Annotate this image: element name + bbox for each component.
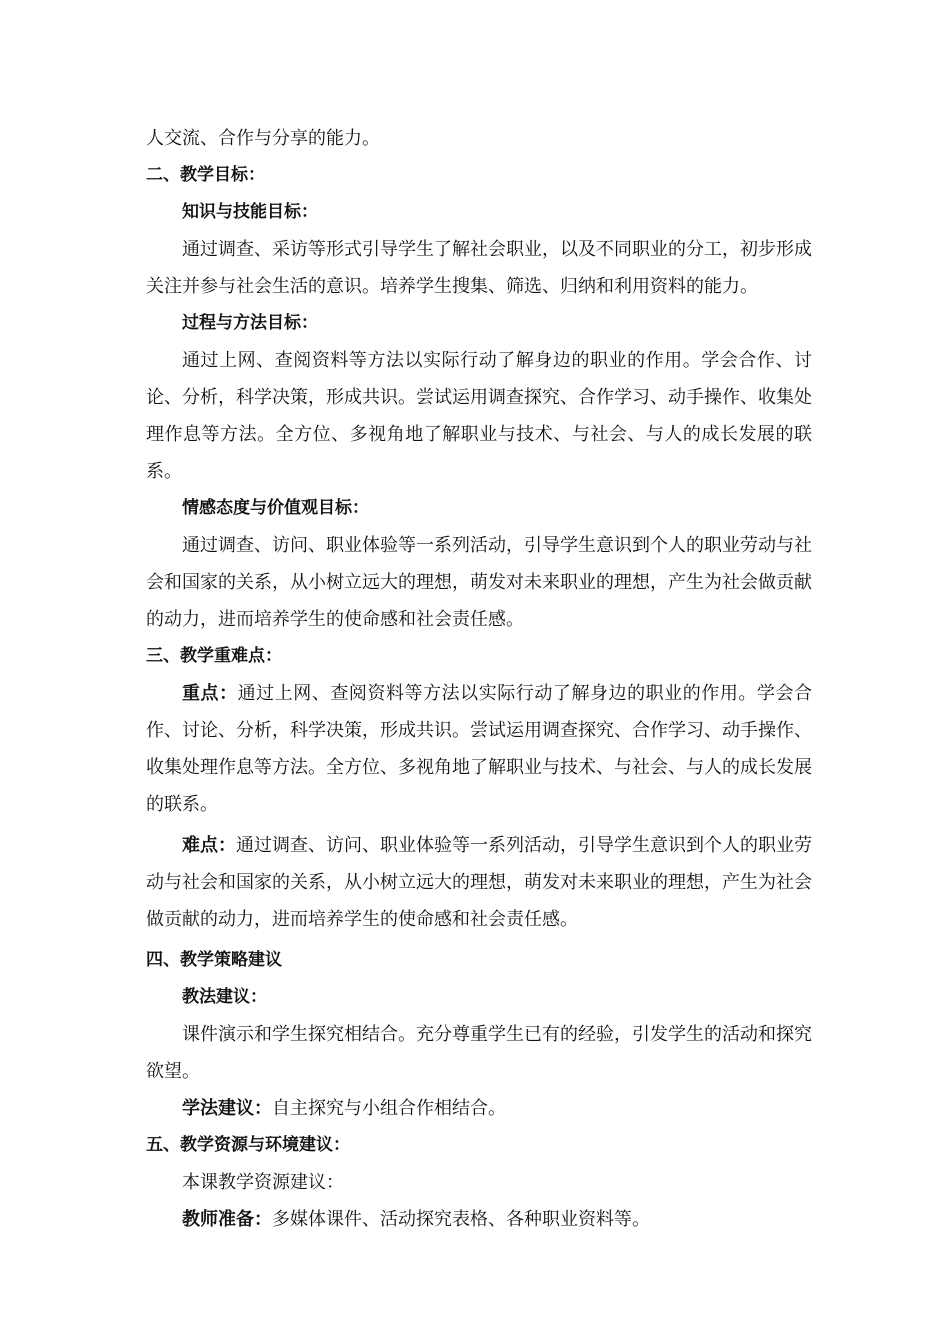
knowledge-goal-paragraph: 通过调查、采访等形式引导学生了解社会职业，以及不同职业的分工，初步形成关注并参与社会生活的意识。培养学生搜集、筛选、归纳和利用资料的能力。	[146, 239, 812, 297]
teaching-method-paragraph: 课件演示和学生探究相结合。充分尊重学生已有的经验，引发学生的活动和探究欲望。	[146, 1024, 812, 1082]
section5-heading: 五、教学资源与环境建议：	[146, 1135, 350, 1155]
emotion-goal-paragraph: 通过调查、访问、职业体验等一系列活动，引导学生意识到个人的职业劳动与社会和国家的关系，从小树立远大的理想，萌发对未来职业的理想，产生为社会做贡献的动力，进而培养学生的使命感和社会责任感。	[146, 535, 812, 630]
learning-method-label: 学法建议：	[182, 1098, 272, 1119]
key-point-label: 重点：	[182, 683, 238, 704]
learning-method-text: 自主探究与小组合作相结合。	[272, 1098, 506, 1119]
document-page	[146, 120, 812, 1238]
intro-tail-paragraph: 人交流、合作与分享的能力。	[146, 128, 380, 149]
difficult-point-paragraph	[146, 827, 812, 938]
section2-heading: 二、教学目标：	[146, 165, 265, 185]
knowledge-goal-heading: 知识与技能目标：	[182, 202, 318, 222]
teacher-prep-paragraph	[146, 1201, 812, 1238]
teaching-method-heading: 教法建议：	[182, 987, 267, 1007]
difficult-point-text: 通过调查、访问、职业体验等一系列活动，引导学生意识到个人的职业劳动与社会和国家的关系，从小树立远大的理想，萌发对未来职业的理想，产生为社会做贡献的动力，进而培养学生的使命感和社会责任感。	[146, 835, 812, 930]
process-goal-paragraph: 通过上网、查阅资料等方法以实际行动了解身边的职业的作用。学会合作、讨论、分析，科学决策，形成共识。尝试运用调查探究、合作学习、动手操作、收集处理作息等方法。全方位、多视角地了解职业与技术、与社会、与人的成长发展的联系。	[146, 350, 812, 482]
key-point-paragraph	[146, 675, 812, 823]
section3-heading: 三、教学重难点：	[146, 646, 282, 666]
teacher-prep-label: 教师准备：	[182, 1209, 272, 1230]
key-point-text: 通过上网、查阅资料等方法以实际行动了解身边的职业的作用。学会合作、讨论、分析，科学决策，形成共识。尝试运用调查探究、合作学习、动手操作、收集处理作息等方法。全方位、多视角地了解职业与技术、与社会、与人的成长发展的联系。	[146, 683, 813, 815]
teacher-prep-text: 多媒体课件、活动探究表格、各种职业资料等。	[272, 1209, 650, 1230]
learning-method-paragraph	[146, 1090, 812, 1127]
emotion-goal-heading: 情感态度与价值观目标：	[182, 498, 369, 518]
resources-paragraph: 本课教学资源建议：	[182, 1172, 344, 1193]
difficult-point-label: 难点：	[182, 835, 236, 856]
section4-heading: 四、教学策略建议	[146, 950, 282, 970]
process-goal-heading: 过程与方法目标：	[182, 313, 318, 333]
